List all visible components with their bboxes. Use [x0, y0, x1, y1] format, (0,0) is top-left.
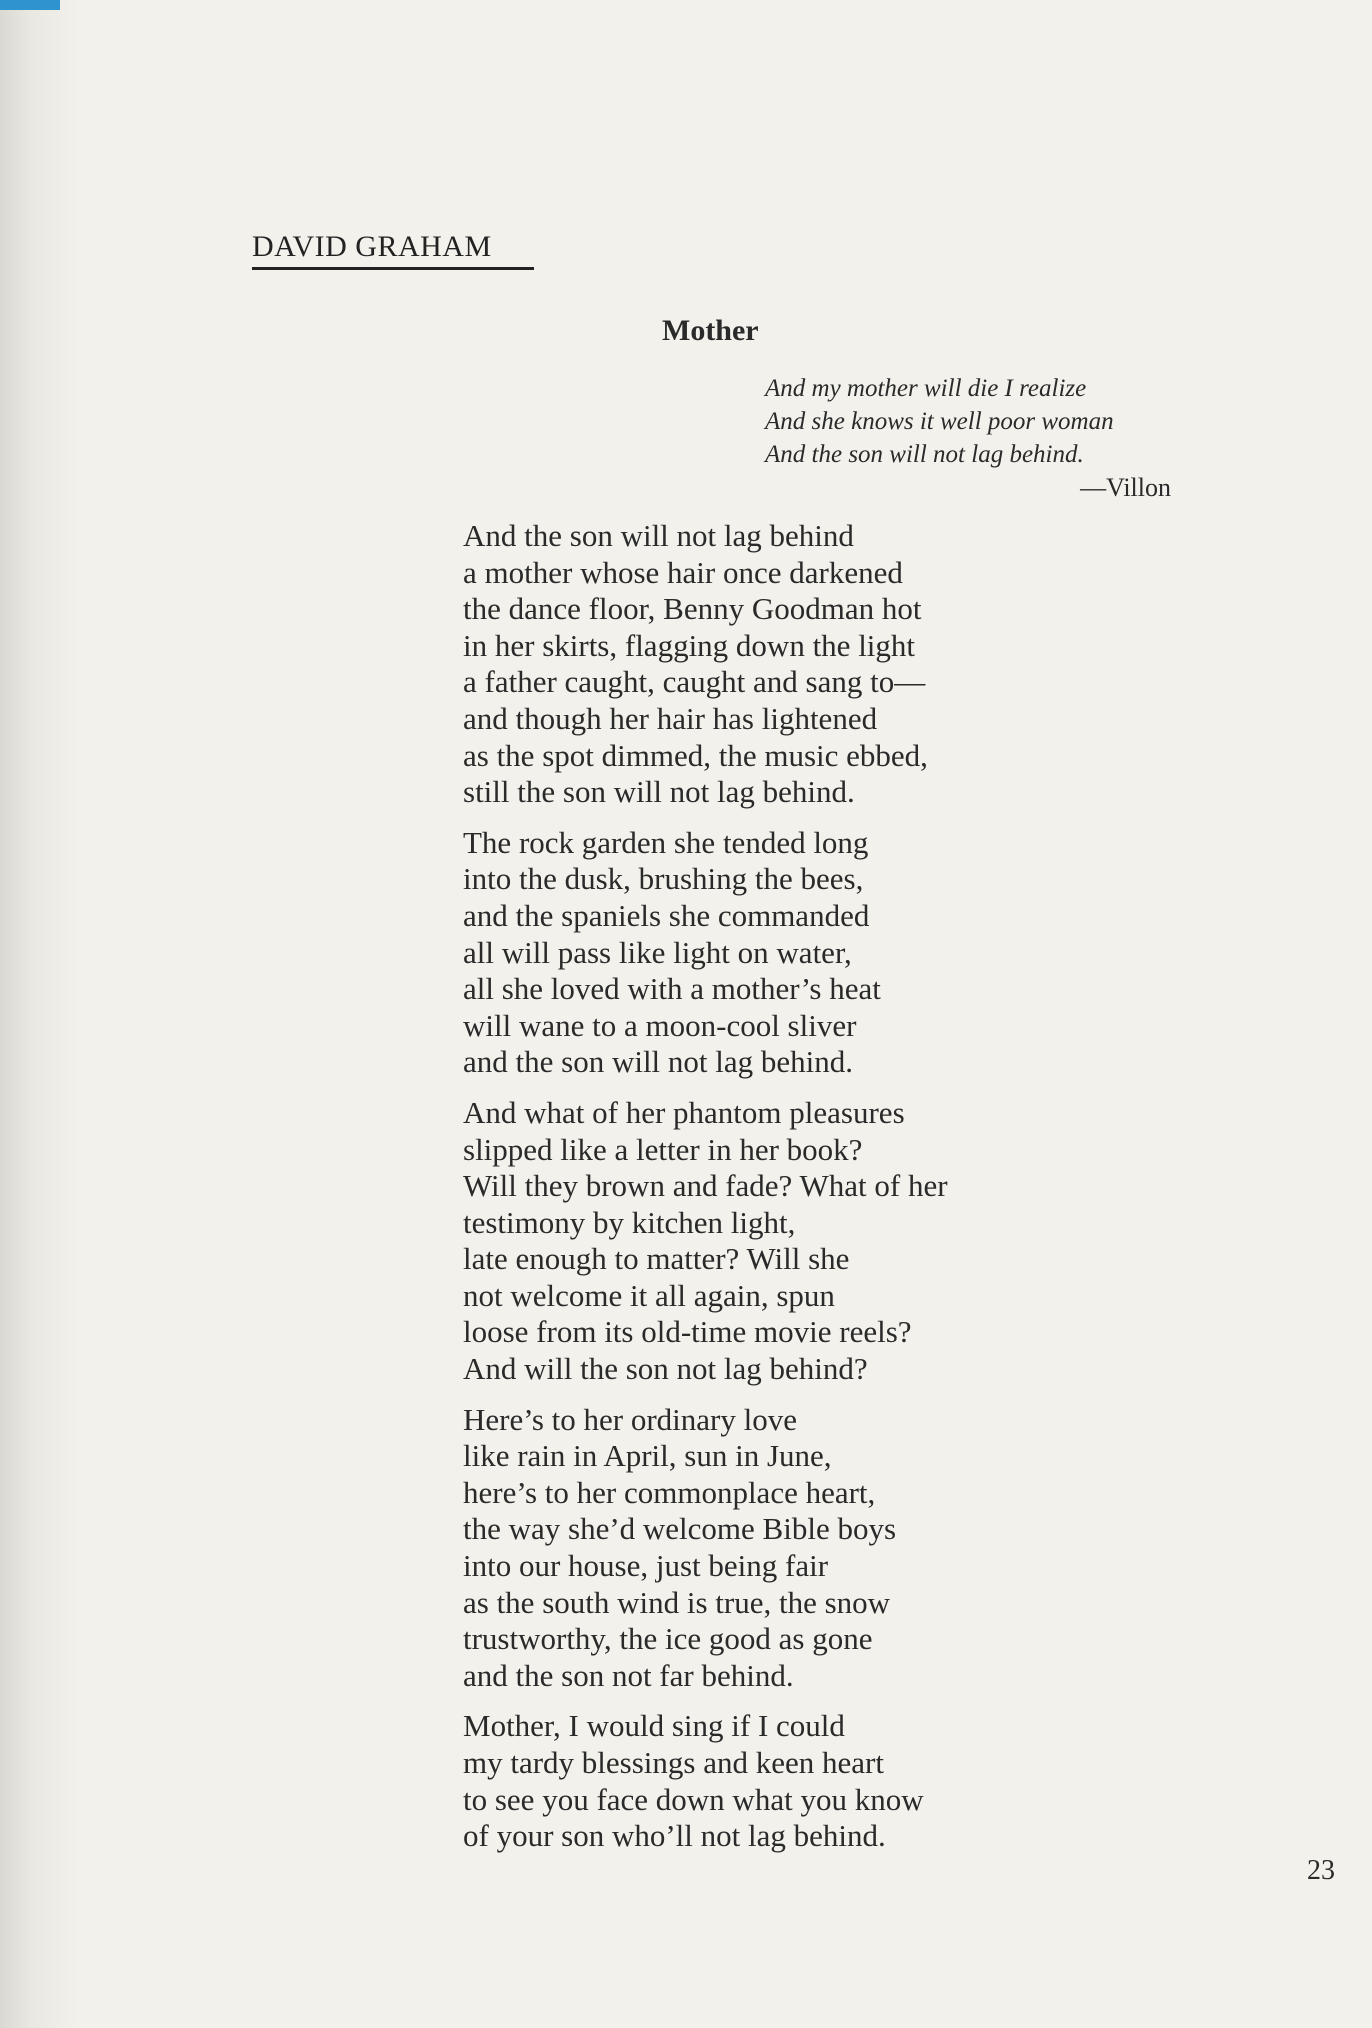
- poem-line: a mother whose hair once darkened: [463, 554, 903, 590]
- poem-line: like rain in April, sun in June,: [463, 1438, 832, 1474]
- poem-line: loose from its old-time movie reels?: [463, 1314, 912, 1350]
- poem-line: a father caught, caught and sang to—: [463, 664, 926, 700]
- poem-line: all will pass like light on water,: [463, 934, 852, 970]
- poem-line: and the son not far behind.: [463, 1657, 794, 1693]
- poem-line: my tardy blessings and keen heart: [463, 1745, 884, 1780]
- poem-line: still the son will not lag behind.: [463, 774, 855, 810]
- poem-line: And will the son not lag behind?: [463, 1351, 868, 1387]
- poem-line: and though her hair has lightened: [463, 700, 878, 736]
- poem-line: will wane to a moon-cool sliver: [463, 1007, 857, 1043]
- poem-line: the way she’d welcome Bible boys: [463, 1511, 897, 1547]
- poem-line: and the son will not lag behind.: [463, 1044, 854, 1080]
- stanza: [463, 1095, 1083, 1388]
- poem-line: testimony by kitchen light,: [463, 1204, 796, 1240]
- poem-line: not welcome it all again, spun: [463, 1277, 835, 1313]
- epigraph-line: And the son will not lag behind.: [765, 441, 1084, 468]
- poem-body: [463, 518, 1083, 1869]
- poem-line: and the spaniels she commanded: [463, 897, 870, 933]
- epigraph: [765, 372, 1175, 504]
- stanza: [463, 825, 1083, 1081]
- poem-line: all she loved with a mother’s heat: [463, 971, 881, 1007]
- poem-line: as the south wind is true, the snow: [463, 1584, 891, 1620]
- page-number: 23: [1307, 1855, 1335, 1886]
- poem-line: And the son will not lag behind: [463, 518, 854, 553]
- poem-line: into our house, just being fair: [463, 1548, 829, 1584]
- epigraph-attribution: —Villon: [1080, 473, 1171, 502]
- stanza: [463, 518, 1083, 811]
- poem-line: trustworthy, the ice good as gone: [463, 1621, 873, 1657]
- poem-line: into the dusk, brushing the bees,: [463, 861, 864, 897]
- blue-corner-mark: [0, 0, 60, 10]
- poem-line: in her skirts, flagging down the light: [463, 627, 916, 663]
- poem-line: to see you face down what you know: [463, 1781, 924, 1817]
- epigraph-line: And she knows it well poor woman: [765, 408, 1114, 435]
- poem-line: Here’s to her ordinary love: [463, 1401, 797, 1437]
- poem-line: late enough to matter? Will she: [463, 1241, 850, 1277]
- poem-line: of your son who’ll not lag behind.: [463, 1818, 886, 1854]
- author-name: DAVID GRAHAM: [252, 230, 492, 263]
- poem-line: The rock garden she tended long: [463, 824, 869, 860]
- author-underline: [252, 267, 534, 270]
- poem-line: Will they brown and fade? What of her: [463, 1168, 948, 1204]
- poem-title: Mother: [662, 314, 759, 347]
- poem-line: here’s to her commonplace heart,: [463, 1474, 876, 1510]
- poem-line: the dance floor, Benny Goodman hot: [463, 591, 922, 627]
- poem-line: slipped like a letter in her book?: [463, 1131, 863, 1167]
- stanza: [463, 1708, 1083, 1854]
- page-binding-shadow: [0, 0, 80, 2028]
- stanza: [463, 1402, 1083, 1695]
- epigraph-line: And my mother will die I realize: [765, 375, 1087, 402]
- poem-line: as the spot dimmed, the music ebbed,: [463, 737, 928, 773]
- poem-line: And what of her phantom pleasures: [463, 1094, 905, 1130]
- poem-line: Mother, I would sing if I could: [463, 1708, 845, 1744]
